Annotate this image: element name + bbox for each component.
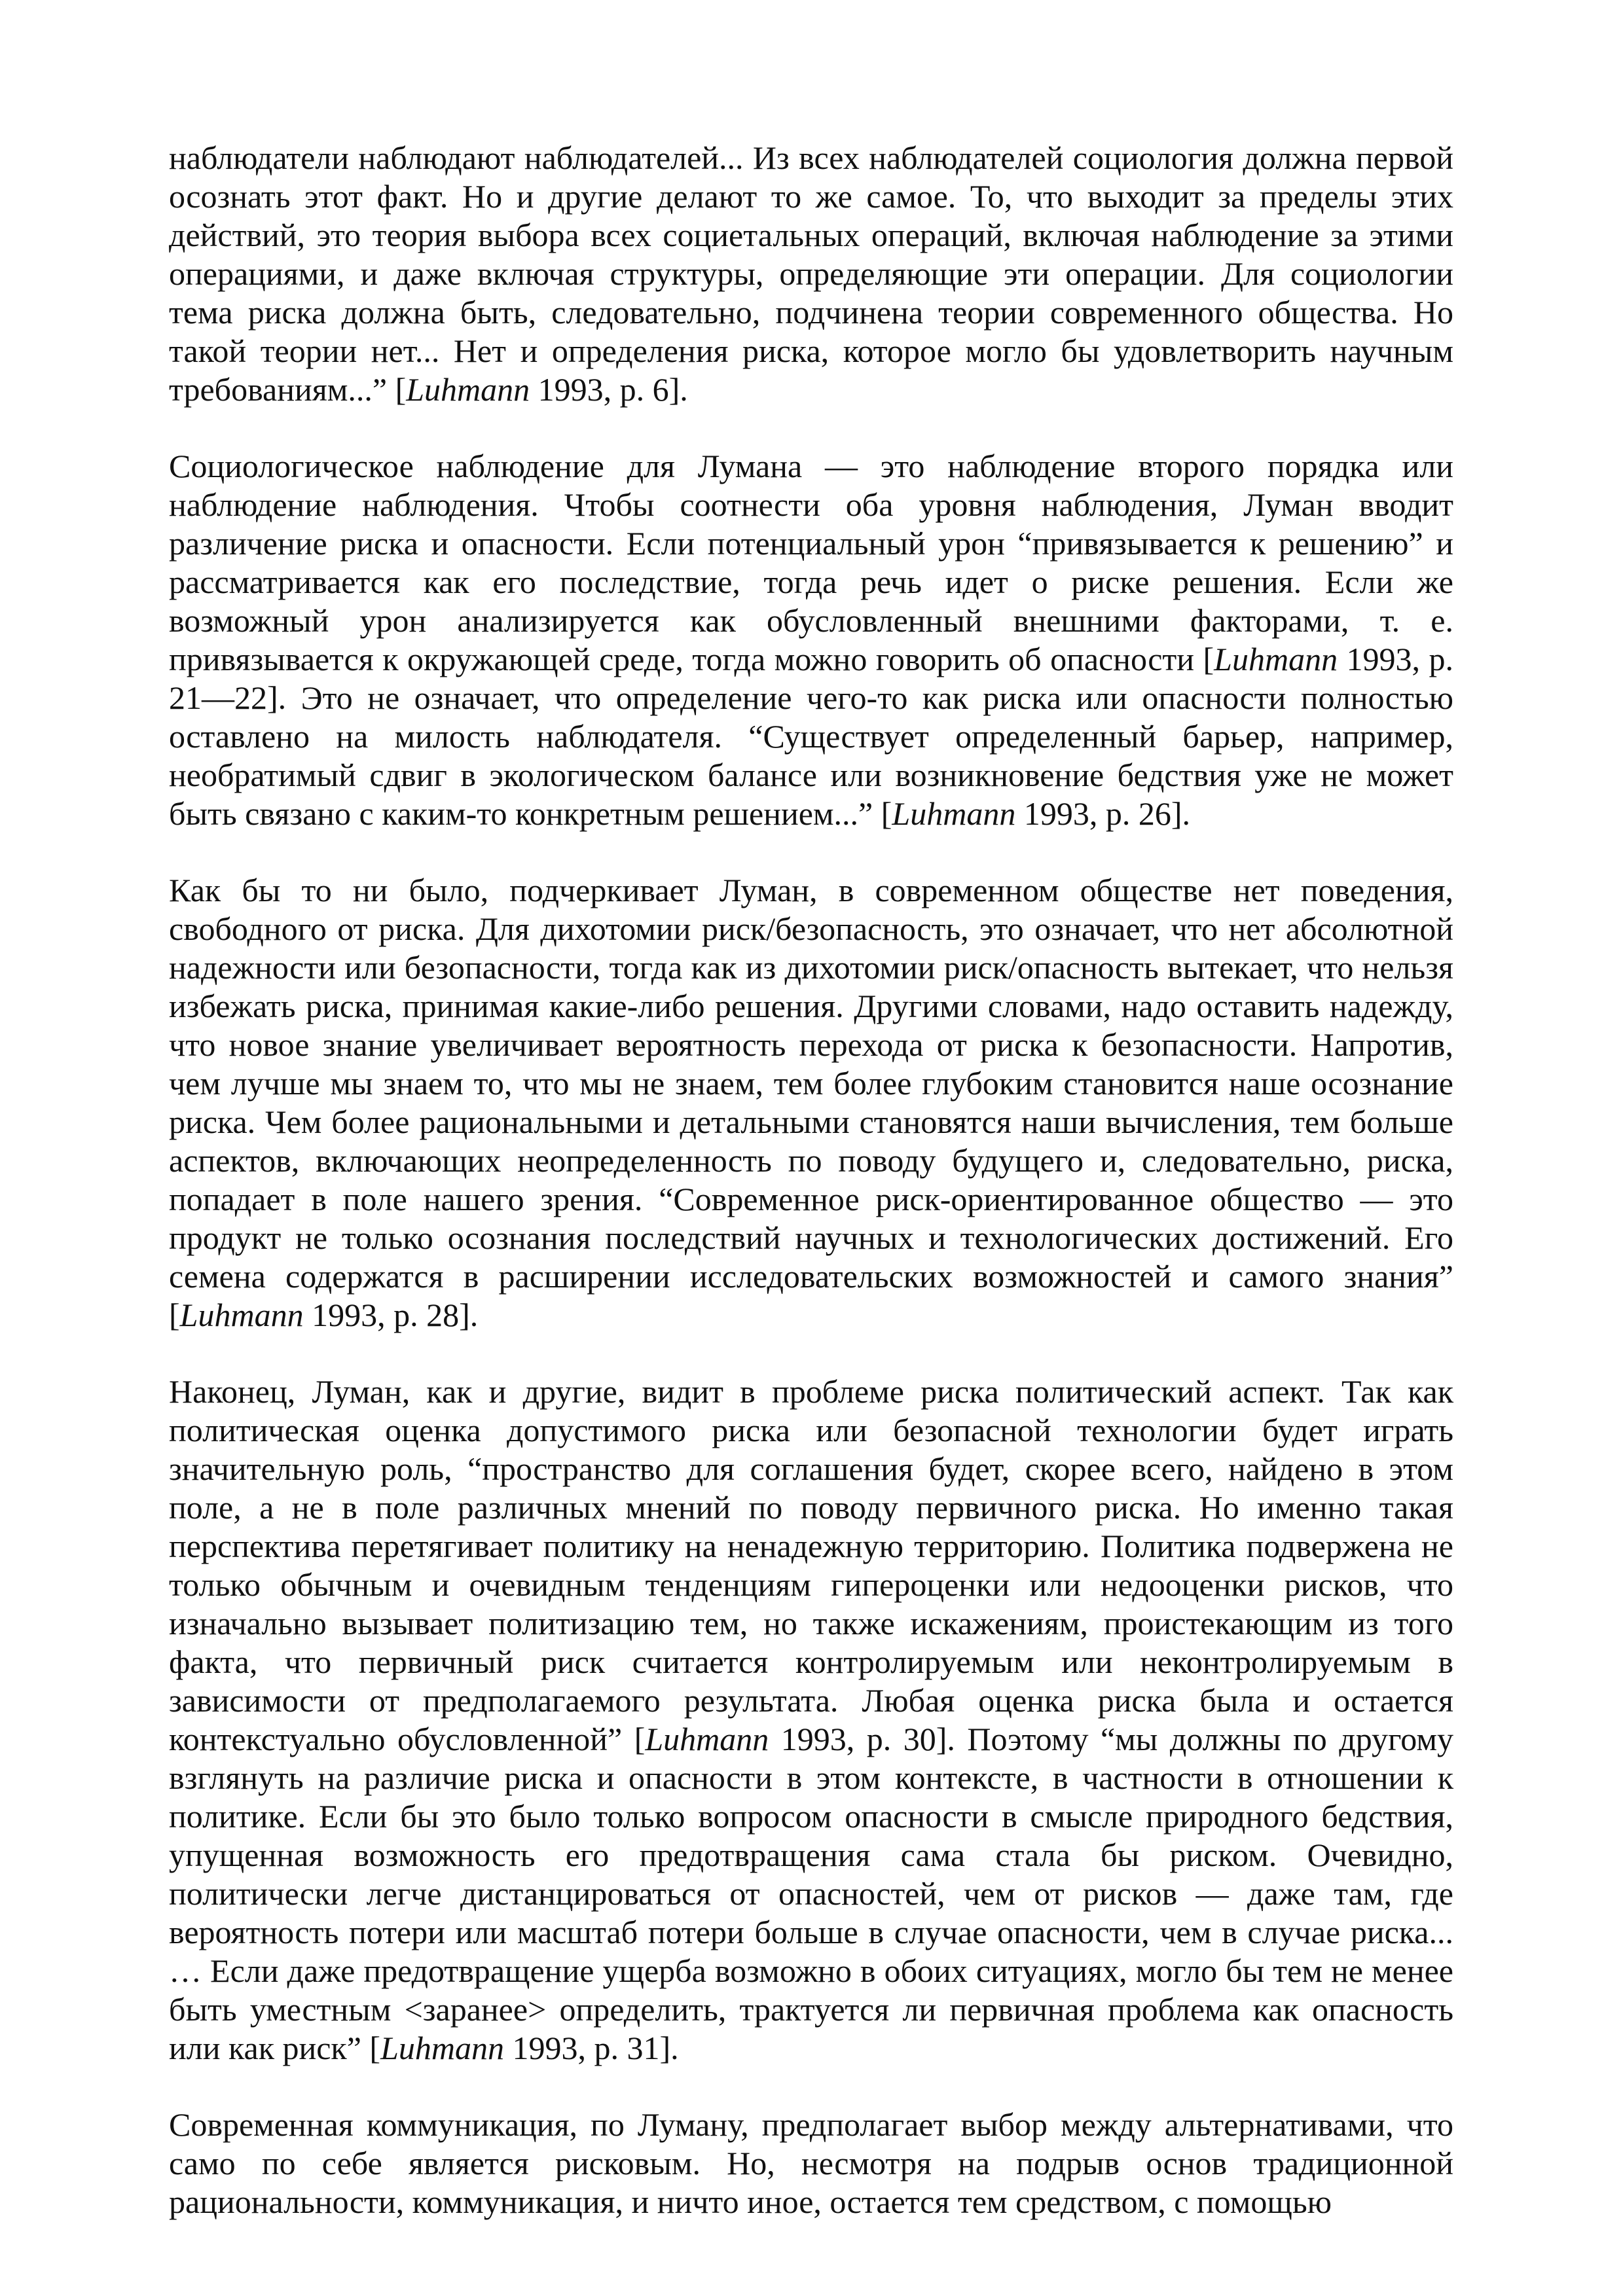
paragraph-2-text: 1993, p. 21—22]. Это не означает, что определение чего-то как риска или опасности полностью оставлено на милость наблюдателя. “Существует определенный барьер, например, необратимый сдвиг в экологическом балансе или возникновение бедствия уже не может быть связано с каким-то конкретным решением...” [: [169, 641, 1454, 832]
paragraph-5: [169, 2106, 1453, 2221]
paragraph-4-text: Наконец, Луман, как и другие, видит в проблеме риска политический аспект. Так как политическая оценка допустимого риска или безопасной технологии будет играть значительную роль, “пространство для соглашения будет, скорее всего, найдено в этом поле, а не в поле различных мнений по поводу первичного риска. Но именно такая перспектива перетягивает политику на ненадежную территорию. Политика подвержена не только обычным и очевидным тенденциям гипероценки или недооценки рисков, что изначально вызывает политизацию тем, но также искажениям, проистекающим из того факта, что первичный риск считается контролируемым или неконтролируемым в зависимости от предполагаемого результата. Любая оценка риска была и остается контекстуально обусловленной” [: [169, 1373, 1453, 1757]
citation-author: Luhmann: [406, 371, 530, 408]
paragraph-3-text: Как бы то ни было, подчеркивает Луман, в современном обществе нет поведения, свободного от риска. Для дихотомии риск/безопасность, это означает, что нет абсолютной надежности или безопасности, тогда как из дихотомии риск/опасность вытекает, что нельзя избежать риска, принимая какие-либо решения. Другими словами, надо оставить надежду, что новое знание увеличивает вероятность перехода от риска к безопасности. Напротив, чем лучше мы знаем то, что мы не знаем, тем более глубоким становится наше осознание риска. Чем более рациональными и детальными становятся наши вычисления, тем больше аспектов, включающих неопределенность по поводу будущего и, следовательно, риска, попадает в поле нашего зрения. “Современное риск-ориентированное общество — это продукт не только осознания последствий научных и технологических достижений. Его семена содержатся в расширении исследовательских возможностей и самого знания” [: [169, 872, 1453, 1333]
citation-author: Luhmann: [179, 1297, 304, 1333]
paragraph-2: [169, 447, 1453, 833]
paragraph-1-text: 1993, p. 6].: [530, 371, 688, 408]
paragraph-2-text: 1993, p. 26].: [1015, 795, 1190, 832]
paragraph-3: [169, 871, 1453, 1335]
citation-author: Luhmann: [1214, 641, 1338, 677]
paragraph-2-text: Социологическое наблюдение для Лумана — это наблюдение второго порядка или наблюдение наблюдения. Чтобы соотнести оба уровня наблюдения, Луман вводит различение риска и опасности. Если потенциальный урон “привязывается к решению” и рассматривается как его последствие, тогда речь идет о риске решения. Если же возможный урон анализируется как обусловленный внешними факторами, т. е. привязывается к окружающей среде, тогда можно говорить об опасности [: [169, 448, 1453, 677]
citation-author: Luhmann: [892, 795, 1016, 832]
citation-author: Luhmann: [380, 2030, 504, 2066]
paragraph-4-text: 1993, p. 30]. Поэтому “мы должны по другому взглянуть на различие риска и опасности в этом контексте, в частности в отношении к политике. Если бы это было только вопросом опасности в смысле природного бедствия, упущенная возможность его предотвращения сама стала бы риском. Очевидно, политически легче дистанцироваться от опасностей, чем от рисков — даже там, где вероятность потери или масштаб потери больше в случае опасности, чем в случае риска... … Если даже предотвращение ущерба возможно в обоих ситуациях, могло бы тем не менее быть уместным <заранее> определить, трактуется ли первичная проблема как опасность или как риск” [: [169, 1721, 1453, 2066]
paragraph-4: [169, 1372, 1453, 2068]
citation-author: Luhmann: [645, 1721, 769, 1757]
paragraph-5-text: Современная коммуникация, по Луману, предполагает выбор между альтернативами, что само по себе является рисковым. Но, несмотря на подрыв основ традиционной рациональности, коммуникация, и ничто иное, остается тем средством, с помощью: [169, 2106, 1453, 2220]
paragraph-1-text: наблюдатели наблюдают наблюдателей... Из всех наблюдателей социология должна первой осознать этот факт. Но и другие делают то же самое. То, что выходит за пределы этих действий, это теория выбора всех социетальных операций, включая наблюдение за этими операциями, и даже включая структуры, определяющие эти операции. Для социологии тема риска должна быть, следовательно, подчинена теории современного общества. Но такой теории нет... Нет и определения риска, которое могло бы удовлетворить научным требованиям...” [: [169, 139, 1453, 408]
paragraph-1: [169, 139, 1453, 409]
paragraph-4-text: 1993, p. 31].: [504, 2030, 679, 2066]
paragraph-3-text: 1993, p. 28].: [303, 1297, 479, 1333]
document-page: [169, 139, 1453, 2221]
